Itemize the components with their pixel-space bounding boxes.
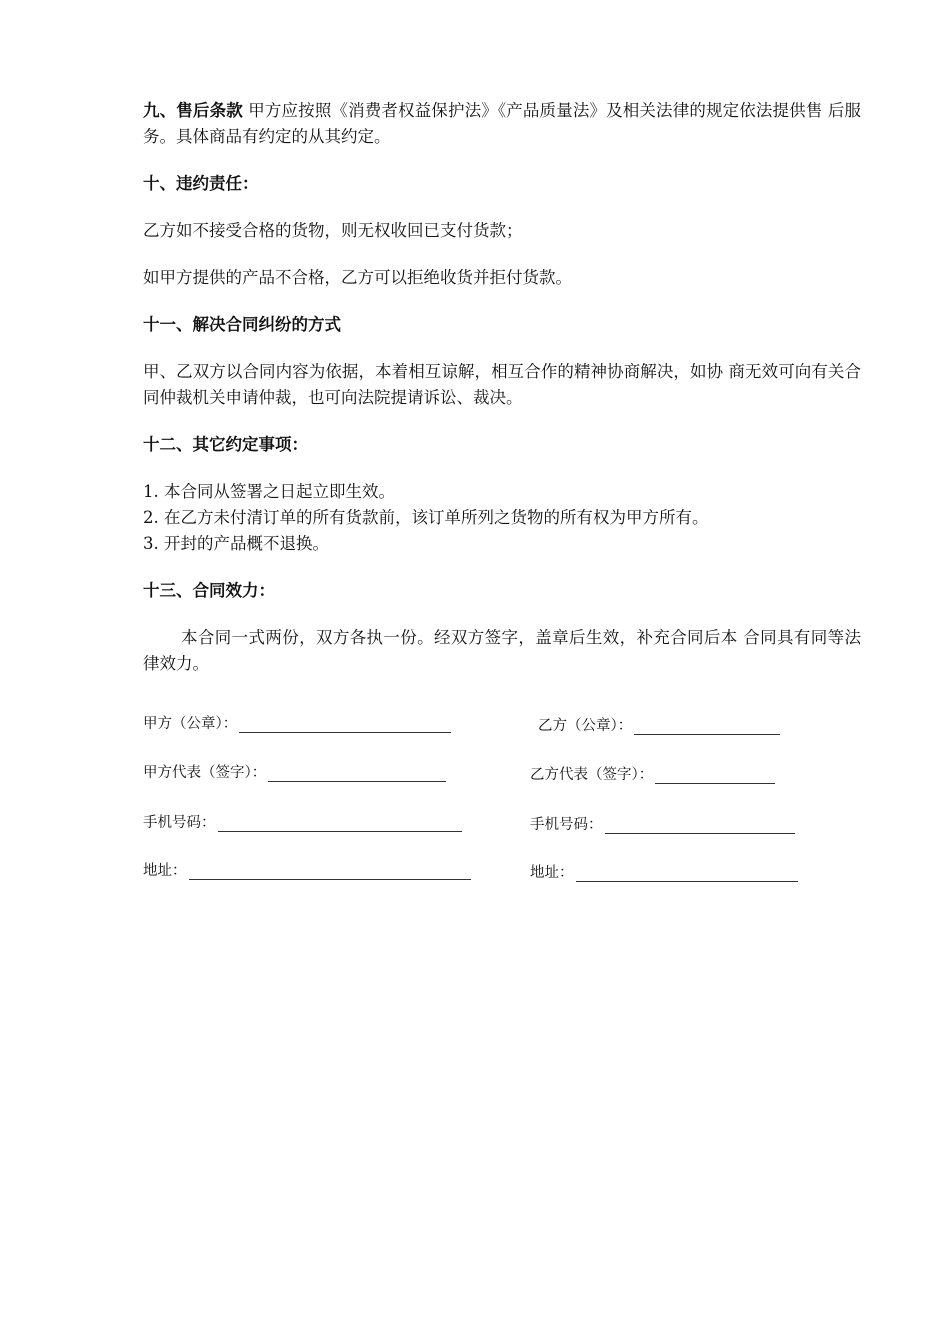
party-a-representative-field: [143, 764, 446, 782]
section-paragraph: 如甲方提供的产品不合格，乙方可以拒绝收货并拒付货款。: [143, 268, 572, 287]
section-heading: 十一、解决合同纠纷的方式: [143, 315, 341, 334]
list-item: 2. 在乙方未付清订单的所有货款前，该订单所列之货物的所有权为甲方所有。: [143, 508, 709, 527]
other-terms-list: [143, 479, 861, 557]
field-label: 乙方代表（签字）：: [530, 767, 654, 783]
section-heading: 十二、其它约定事项：: [143, 435, 308, 454]
field-label: 甲方（公章）：: [143, 716, 238, 732]
signature-line: [605, 818, 795, 834]
section-heading: 九、售后条款: [143, 101, 243, 120]
section-text: 甲方应按照《消费者权益保护法》《产品质量法》及相关法律的规定依法提供售 后服务。具体商品有约定的从其约定。: [143, 101, 862, 146]
signature-line: [189, 864, 471, 880]
field-label: 甲方代表（签字）：: [143, 765, 267, 781]
section-paragraph: 本合同一式两份，双方各执一份。经双方签字，盖章后生效，补充合同后本 合同具有同等法律效力。: [143, 628, 861, 673]
party-a-seal-field: [143, 715, 451, 733]
signature-line: [218, 816, 462, 832]
field-label: 乙方（公章）：: [538, 718, 633, 734]
signature-line: [239, 717, 451, 733]
signature-line: [655, 768, 775, 784]
contract-body: [143, 98, 861, 698]
party-b-representative-field: [530, 766, 775, 784]
party-b-phone-field: [530, 816, 795, 834]
section-heading: 十三、合同效力：: [143, 581, 275, 600]
section-paragraph: 甲、乙双方以合同内容为依据，本着相互谅解，相互合作的精神协商解决，如协 商无效可向有关合同仲裁机关申请仲裁，也可向法院提请诉讼、裁决。: [143, 362, 861, 407]
party-a-address-field: [143, 862, 471, 880]
signature-line: [576, 866, 798, 882]
section-heading: 十、违约责任：: [143, 174, 259, 193]
list-item: 3. 开封的产品概不退换。: [143, 534, 329, 553]
list-item: 1. 本合同从签署之日起立即生效。: [143, 482, 395, 501]
field-label: 手机号码：: [143, 815, 216, 831]
section-paragraph: 乙方如不接受合格的货物，则无权收回已支付货款；: [143, 221, 523, 240]
field-label: 地址：: [530, 865, 574, 881]
field-label: 手机号码：: [530, 817, 603, 833]
party-a-phone-field: [143, 814, 462, 832]
section-after-sales: [143, 98, 861, 150]
signature-line: [634, 719, 780, 735]
party-b-seal-field: [538, 717, 780, 735]
signature-line: [268, 766, 446, 782]
field-label: 地址：: [143, 863, 187, 879]
party-b-address-field: [530, 864, 798, 882]
